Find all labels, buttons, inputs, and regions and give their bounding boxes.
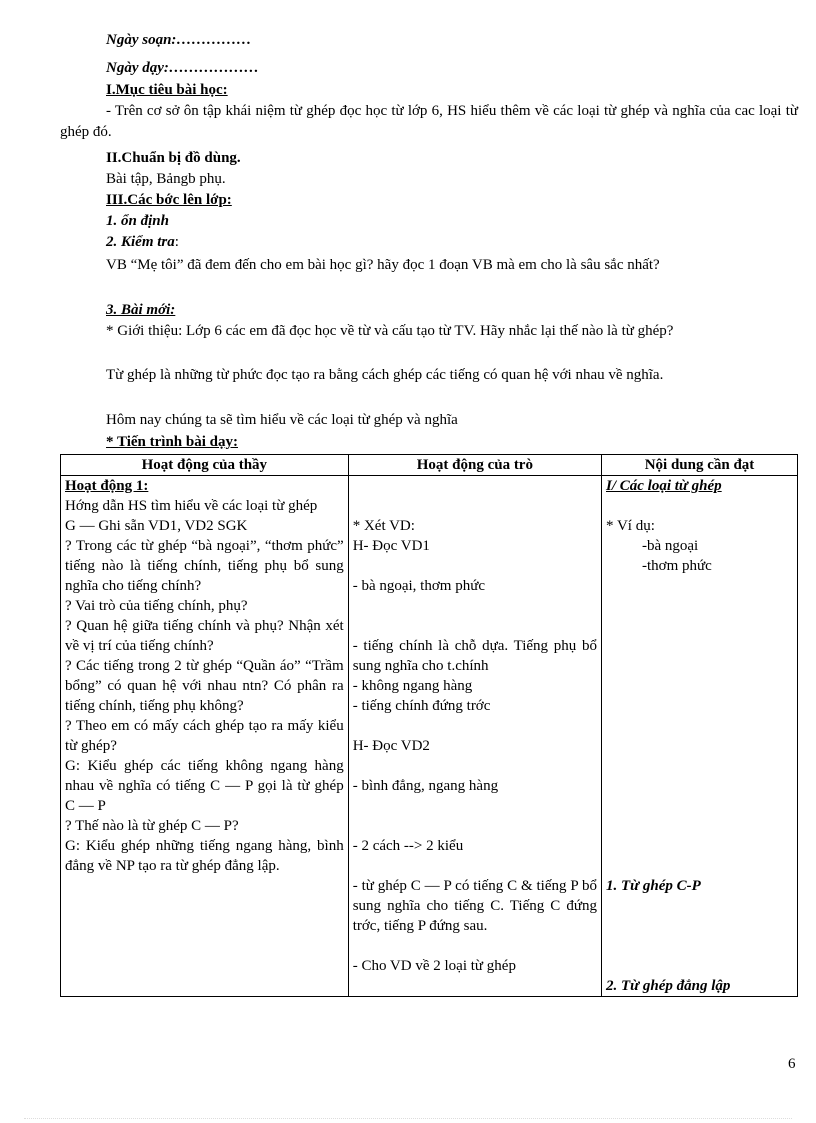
student-line: - bà ngoại, thơm phức xyxy=(352,578,485,594)
content-title: I/ Các loại từ ghép xyxy=(606,478,722,494)
example-label: * Ví dụ: xyxy=(606,518,655,534)
table-header-row xyxy=(61,455,798,476)
progress-title: * Tiến trình bài dạy: xyxy=(106,434,238,450)
subheading-dang-lap: 2. Từ ghép đẳng lập xyxy=(606,978,731,994)
today-text: Hôm nay chúng ta sẽ tìm hiểu về các loại từ ghép và nghĩa xyxy=(106,412,458,428)
item-on-dinh: 1. ổn định xyxy=(106,213,169,229)
teacher-line: ? Trong các từ ghép “bà ngoại”, “thơm phức” tiếng nào là tiếng chính, tiếng phụ bổ sung nghĩa cho tiếng chính? xyxy=(65,538,344,594)
item-kiem-tra xyxy=(106,232,179,252)
teacher-line: G — Ghi sẵn VD1, VD2 SGK xyxy=(65,518,248,534)
student-line: - tiếng chính là chỗ dựa. Tiếng phụ bổ sung nghĩa cho t.chính xyxy=(352,638,597,674)
spacer xyxy=(353,476,597,516)
example-item: -thơm phức xyxy=(642,558,712,574)
item-bai-moi: 3. Bài mới: xyxy=(106,302,176,318)
activity-title: Hoạt động 1: xyxy=(65,478,149,494)
page-number: 6 xyxy=(788,1056,796,1072)
teacher-line: ? Theo em có mấy cách ghép tạo ra mấy kiểu từ ghép? xyxy=(65,718,344,754)
student-line: - từ ghép C — P có tiếng C & tiếng P bổ sung nghĩa cho tiếng C. Tiếng C đứng trớc, tiếng P đứng sau. xyxy=(352,878,597,934)
header-student: Hoạt động của trò xyxy=(348,455,601,476)
teacher-line: G: Kiểu ghép những tiếng ngang hàng, bình đẳng về NP tạo ra từ ghép đẳng lập. xyxy=(65,838,344,874)
teacher-line: Hớng dẫn HS tìm hiểu về các loại từ ghép xyxy=(65,498,318,514)
teacher-line: ? Thế nào là từ ghép C — P? xyxy=(65,818,239,834)
example-item: -bà ngoại xyxy=(642,538,699,554)
teacher-column xyxy=(61,476,349,997)
definition-text-content: Từ ghép là những từ phức đọc tạo ra bằng cách ghép các tiếng có quan hệ với nhau về nghĩa. xyxy=(106,367,664,383)
spacer xyxy=(606,896,793,976)
footer-divider xyxy=(24,1118,792,1119)
section1-text xyxy=(60,101,798,143)
intro-text-content: * Giới thiệu: Lớp 6 các em đã đọc học về từ và cấu tạo từ TV. Hãy nhắc lại thế nào là từ ghép? xyxy=(106,323,674,339)
section2-text: Bài tập, Bảngb phụ. xyxy=(106,171,226,187)
teacher-line: G: Kiểu ghép các tiếng không ngang hàng nhau về nghĩa có tiếng C — P gọi là từ ghép C — P xyxy=(65,758,344,814)
table-body-row xyxy=(61,476,798,997)
spacer xyxy=(606,576,793,876)
subheading-cp: 1. Từ ghép C-P xyxy=(606,878,701,894)
student-line: - tiếng chính đứng trớc xyxy=(352,698,491,714)
ngay-soan: Ngày soạn:…………… xyxy=(106,32,252,48)
item-kiem-tra-label: 2. Kiểm tra xyxy=(106,234,175,250)
lesson-table xyxy=(60,454,798,997)
student-line: - 2 cách --> 2 kiểu xyxy=(352,838,464,854)
ngay-day: Ngày dạy:……………… xyxy=(106,60,259,76)
teacher-line: ? Các tiếng trong 2 từ ghép “Quần áo” “Trầm bổng” có quan hệ với nhau ntn? Có phân ra tiếng chính, tiếng phụ không? xyxy=(65,658,344,714)
teacher-line: ? Quan hệ giữa tiếng chính và phụ? Nhận xét về vị trí của tiếng chính? xyxy=(65,618,344,654)
section3-title: III.Các bớc lên lớp: xyxy=(106,192,232,208)
student-line: * Xét VD: xyxy=(352,518,415,534)
check-text-content: VB “Mẹ tôi” đã đem đến cho em bài học gì? hãy đọc 1 đoạn VB mà em cho là sâu sắc nhất? xyxy=(106,257,660,273)
student-line: - Cho VD về 2 loại từ ghép xyxy=(352,958,516,974)
section1-title: I.Mục tiêu bài học: xyxy=(106,82,228,98)
header-teacher: Hoạt động của thầy xyxy=(61,455,349,476)
item-kiem-tra-colon: : xyxy=(174,234,179,250)
content-column xyxy=(602,476,798,997)
student-line: H- Đọc VD2 xyxy=(352,738,430,754)
student-line: - bình đẳng, ngang hàng xyxy=(352,778,499,794)
definition-text xyxy=(60,365,798,386)
header-content: Nội dung cần đạt xyxy=(602,455,798,476)
section1-text-content: - Trên cơ sở ôn tập khái niệm từ ghép đọc học từ lớp 6, HS hiểu thêm về các loại từ ghép và nghĩa của cac loại từ ghép đó. xyxy=(60,103,798,140)
student-line: - không ngang hàng xyxy=(352,678,473,694)
student-line: H- Đọc VD1 xyxy=(352,538,430,554)
check-text xyxy=(60,255,798,276)
teacher-line: ? Vai trò của tiếng chính, phụ? xyxy=(65,598,248,614)
intro-text xyxy=(60,321,798,342)
spacer xyxy=(606,496,793,516)
student-column xyxy=(348,476,601,997)
section2-title: II.Chuẩn bị đồ dùng. xyxy=(106,150,241,166)
